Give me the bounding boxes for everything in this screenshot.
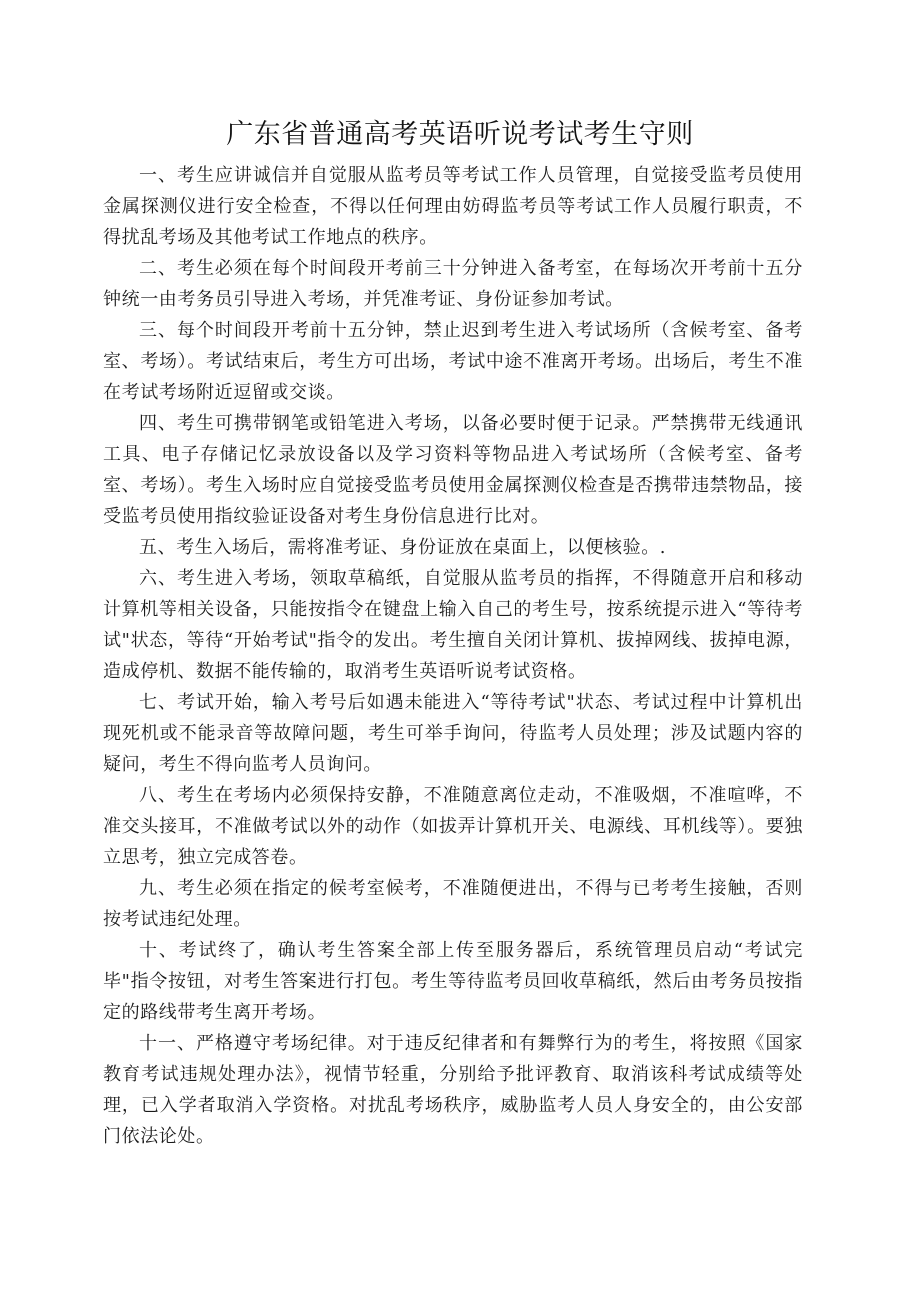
rule-paragraph-1: 一、考生应讲诚信并自觉服从监考员等考试工作人员管理，自觉接受监考员使用金属探测仪进行安全检查，不得以任何理由妨碍监考员等考试工作人员履行职责，不得扰乱考场及其他考试工作地点的秩序。 [103,165,803,248]
rule-paragraph-8: 八、考生在考场内必须保持安静，不准随意离位走动，不准吸烟，不准喧哗，不准交头接耳，不准做考试以外的动作（如拔弄计算机开关、电源线、耳机线等）。要独立思考，独立完成答卷。 [103,785,803,868]
rules-body [103,160,803,1152]
rule-paragraph-4: 四、考生可携带钢笔或铅笔进入考场，以备必要时便于记录。严禁携带无线通讯工具、电子存储记忆录放设备以及学习资料等物品进入考试场所（含候考室、备考室、考场）。考生入场时应自觉接受监考员使用金属探测仪检查是否携带违禁物品，接受监考员使用指纹验证设备对考生身份信息进行比对。 [103,413,803,527]
rule-paragraph-11: 十一、严格遵守考场纪律。对于违反纪律者和有舞弊行为的考生，将按照《国家教育考试违规处理办法》，视情节轻重，分别给予批评教育、取消该科考试成绩等处理，已入学者取消入学资格。对扰乱考场秩序，威胁监考人员人身安全的，由公安部门依法论处。 [103,1033,803,1147]
rule-paragraph-6: 六、考生进入考场，领取草稿纸，自觉服从监考员的指挥，不得随意开启和移动计算机等相关设备，只能按指令在键盘上输入自己的考生号，按系统提示进入“等待考试"状态，等待“开始考试"指令的发出。考生擅自关闭计算机、拔掉网线、拔掉电源，造成停机、数据不能传输的，取消考生英语听说考试资格。 [103,568,803,682]
rule-paragraph-5: 五、考生入场后，需将准考证、身份证放在桌面上，以便核验。. [139,537,667,558]
page-title: 广东省普通高考英语听说考试考生守则 [226,119,694,150]
rule-paragraph-7: 七、考试开始，输入考号后如遇未能进入“等待考试"状态、考试过程中计算机出现死机或不能录音等故障问题，考生可举手询问，待监考人员处理；涉及试题内容的疑问，考生不得向监考人员询问。 [103,692,803,775]
rule-paragraph-3: 三、每个时间段开考前十五分钟，禁止迟到考生进入考试场所（含候考室、备考室、考场）。考试结束后，考生方可出场，考试中途不准离开考场。出场后，考生不准在考试考场附近逗留或交谈。 [103,320,803,403]
rule-paragraph-9: 九、考生必须在指定的候考室候考，不准随便进出，不得与已考考生接触，否则按考试违纪处理。 [103,878,803,930]
rule-paragraph-10: 十、考试终了，确认考生答案全部上传至服务器后，系统管理员启动“考试完毕"指令按钮，对考生答案进行打包。考生等待监考员回收草稿纸，然后由考务员按指定的路线带考生离开考场。 [103,940,803,1023]
rule-paragraph-2: 二、考生必须在每个时间段开考前三十分钟进入备考室，在每场次开考前十五分钟统一由考务员引导进入考场，并凭准考证、身份证参加考试。 [103,258,803,310]
